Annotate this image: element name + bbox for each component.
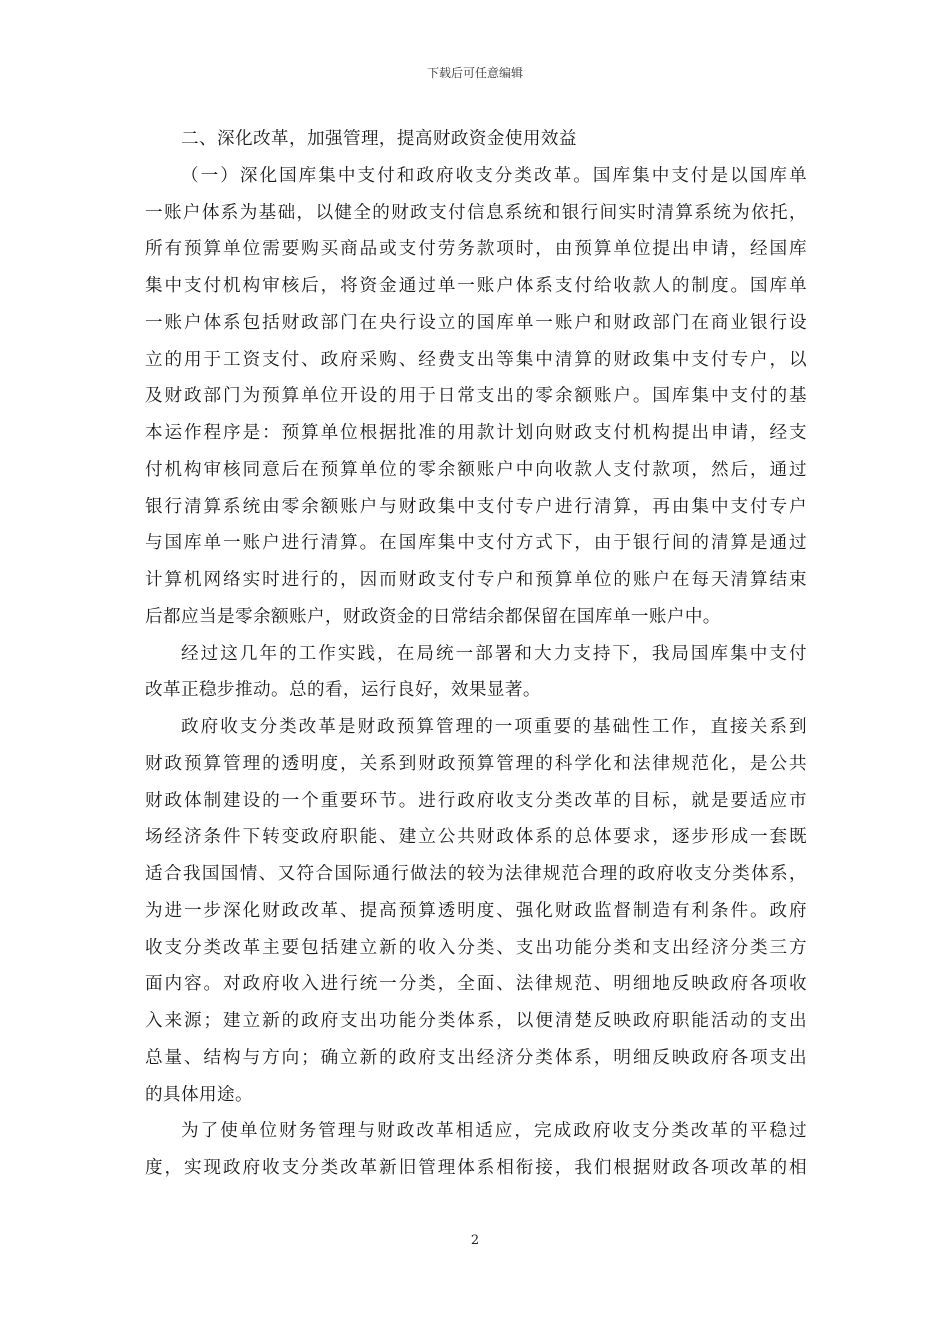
text-line: 度，实现政府收支分类改革新旧管理体系相衔接，我们根据财政各项改革的相 [145,1158,807,1178]
text-line: 财政预算管理的透明度，关系到财政预算管理的科学化和法律规范化，是公共 [145,753,807,774]
text-line: 二、深化改革，加强管理，提高财政资金使用效益 [181,129,577,149]
text-line: 为进一步深化财政改革、提高预算透明度、强化财政监督制造有利条件。政府 [145,900,807,921]
text-line: 的具体用途。 [145,1084,253,1105]
text-line: 总量、结构与方向；确立新的政府支出经济分类体系，明细反映政府各项支出 [145,1047,807,1068]
text-line: 政府收支分类改革是财政预算管理的一项重要的基础性工作，直接关系到 [181,717,807,737]
text-line: 为了使单位财务管理与财政改革相适应，完成政府收支分类改革的平稳过 [181,1121,807,1142]
text-line: 经过这几年的工作实践，在局统一部署和大力支持下，我局国库集中支付 [181,643,807,664]
text-line: 银行清算系统由零余额账户与财政集中支付专户进行清算，再由集中支付专户 [145,496,807,517]
text-line: 入来源；建立新的政府支出功能分类体系，以便清楚反映政府职能活动的支出 [145,1011,807,1031]
text-line: 场经济条件下转变政府职能、建立公共财政体系的总体要求，逐步形成一套既 [145,827,807,848]
text-line: （一）深化国库集中支付和政府收支分类改革。国库集中支付是以国库单 [181,165,807,186]
document-body [145,121,807,1187]
text-line: 付机构审核同意后在预算单位的零余额账户中向收款人支付款项，然后，通过 [145,459,807,480]
text-line: 一账户体系为基础，以健全的财政支付信息系统和银行间实时清算系统为依托， [145,202,807,223]
text-line: 集中支付机构审核后，将资金通过单一账户体系支付给收款人的制度。国库单 [145,276,807,296]
text-line: 适合我国国情、又符合国际通行做法的较为法律规范合理的政府收支分类体系， [145,864,807,884]
text-line: 面内容。对政府收入进行统一分类，全面、法律规范、明细地反映政府各项收 [145,974,807,995]
page-number: 2 [470,1233,480,1248]
text-line: 及财政部门为预算单位开设的用于日常支出的零余额账户。国库集中支付的基 [145,386,807,407]
page-header-note: 下载后可任意编辑 [426,66,523,80]
text-line: 财政体制建设的一个重要环节。进行政府收支分类改革的目标，就是要适应市 [145,790,807,811]
text-line: 改革正稳步推动。总的看，运行良好，效果显著。 [145,680,541,701]
text-line: 本运作程序是：预算单位根据批准的用款计划向财政支付机构提出申请，经支 [145,423,807,443]
text-line: 立的用于工资支付、政府采购、经费支出等集中清算的财政集中支付专户，以 [145,349,807,370]
text-line: 收支分类改革主要包括建立新的收入分类、支出功能分类和支出经济分类三方 [145,937,807,958]
text-line: 所有预算单位需要购买商品或支付劳务款项时，由预算单位提出申请，经国库 [145,239,807,260]
text-line: 计算机网络实时进行的，因而财政支付专户和预算单位的账户在每天清算结束 [145,570,807,590]
text-line: 后都应当是零余额账户，财政资金的日常结余都保留在国库单一账户中。 [145,606,721,627]
text-line: 与国库单一账户进行清算。在国库集中支付方式下，由于银行间的清算是通过 [145,533,807,554]
text-line: 一账户体系包括财政部门在央行设立的国库单一账户和财政部门在商业银行设 [145,312,807,333]
